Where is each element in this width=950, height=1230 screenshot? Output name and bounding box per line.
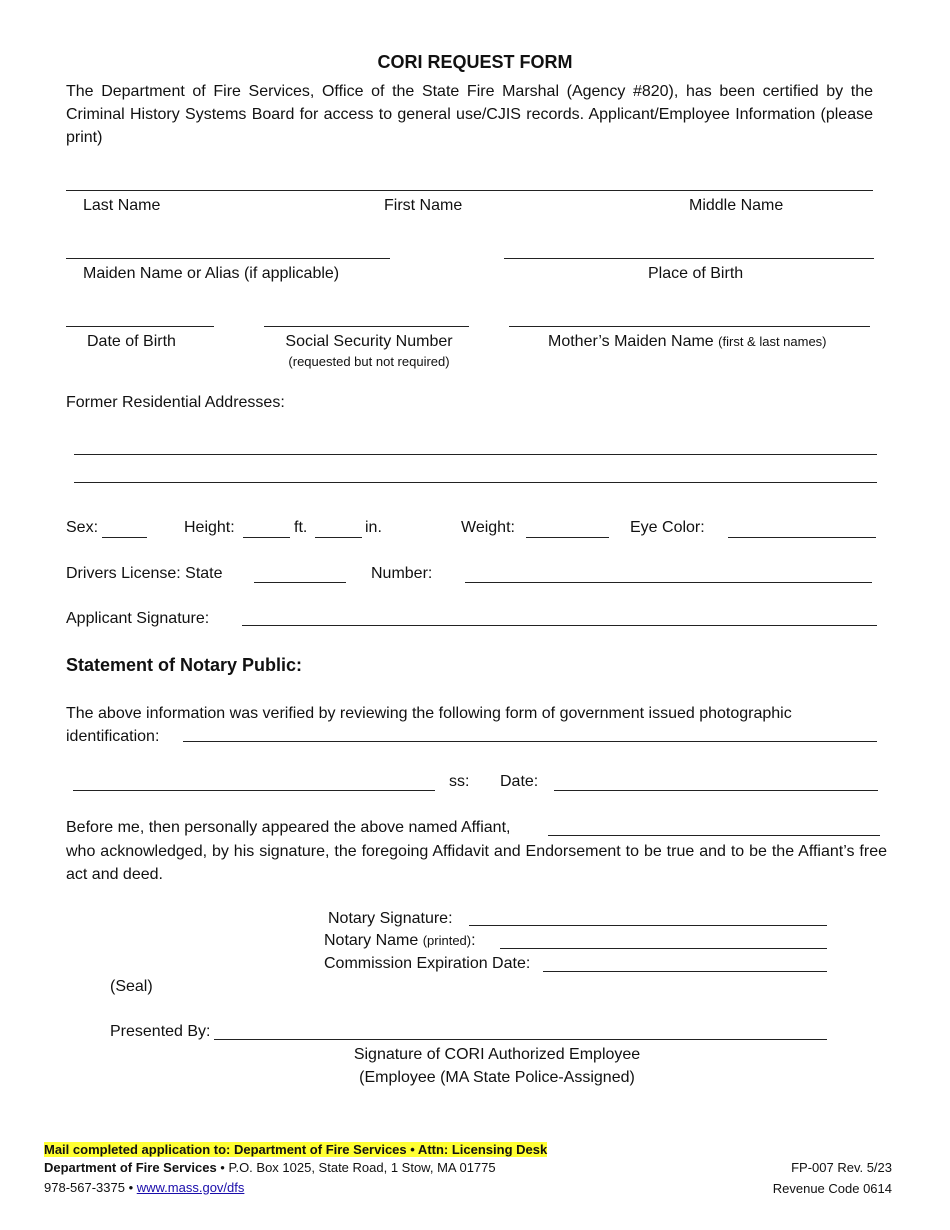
place-of-birth-line xyxy=(504,258,874,259)
form-number: FP-007 Rev. 5/23 xyxy=(791,1160,892,1175)
ft-label: ft. xyxy=(294,519,308,536)
affiant-line xyxy=(548,835,880,836)
first-name-field[interactable] xyxy=(350,170,590,190)
affiant-field[interactable] xyxy=(548,815,880,835)
venue-field[interactable] xyxy=(73,770,435,790)
mother-maiden-field[interactable] xyxy=(509,306,870,326)
revenue-code: Revenue Code 0614 xyxy=(772,1181,892,1196)
intro-paragraph: The Department of Fire Services, Office of the State Fire Marshal (Agency #820), has been certified by the Criminal History Systems Board for access to general use/CJIS records. Applicant/Employee Information (please print) xyxy=(66,83,873,146)
eye-color-line xyxy=(728,537,876,538)
footer-contact xyxy=(44,1178,244,1198)
affiant-lead: Before me, then personally appeared the above named Affiant, xyxy=(66,819,511,836)
mother-maiden-text: Mother’s Maiden Name xyxy=(548,333,714,350)
verification-text: The above information was verified by reviewing the following form of government issued photographic xyxy=(66,705,792,722)
ssn-label: Social Security Number xyxy=(285,333,453,350)
commission-line xyxy=(543,971,827,972)
height-in-field[interactable] xyxy=(315,517,362,537)
affiant-text: who acknowledged, by his signature, the foregoing Affidavit and Endorsement to be true and to be the Affiant’s free act and deed. xyxy=(66,843,887,883)
notary-name-note: (printed) xyxy=(422,933,472,948)
in-label: in. xyxy=(365,519,382,536)
dob-field[interactable] xyxy=(66,306,214,326)
page-title: CORI REQUEST FORM xyxy=(377,52,573,72)
notary-name-line xyxy=(500,948,827,949)
footer-address-text: • P.O. Box 1025, State Road, 1 Stow, MA 01775 xyxy=(216,1160,496,1175)
dl-state-line xyxy=(254,582,346,583)
weight-field[interactable] xyxy=(526,517,609,537)
address-line-1 xyxy=(74,454,877,455)
address-field-2[interactable] xyxy=(74,462,877,482)
address-field-1[interactable] xyxy=(74,434,877,454)
ssn-note: (requested but not required) xyxy=(288,354,450,369)
presented-by-line xyxy=(214,1039,827,1040)
footer-dept-name: Department of Fire Services xyxy=(44,1160,217,1175)
notary-signature-label: Notary Signature: xyxy=(328,910,453,927)
identification-label: identification: xyxy=(66,728,160,745)
first-name-label: First Name xyxy=(384,197,463,214)
mother-maiden-line xyxy=(509,326,870,327)
ss-label: ss: xyxy=(449,773,470,790)
date-line xyxy=(554,790,878,791)
dob-label: Date of Birth xyxy=(87,333,176,350)
date-label: Date: xyxy=(500,773,539,790)
maiden-name-label: Maiden Name or Alias (if applicable) xyxy=(83,265,340,282)
ssn-line xyxy=(264,326,469,327)
presented-by-label: Presented By: xyxy=(110,1023,211,1040)
presented-by-field[interactable] xyxy=(214,1019,827,1039)
place-of-birth-field[interactable] xyxy=(504,238,874,258)
name-line xyxy=(66,190,873,191)
height-ft-field[interactable] xyxy=(243,517,290,537)
notary-name-colon: : xyxy=(471,932,476,949)
sex-label: Sex: xyxy=(66,519,99,536)
dob-line xyxy=(66,326,214,327)
dl-state-field[interactable] xyxy=(254,562,346,582)
identification-line xyxy=(183,741,877,742)
weight-label: Weight: xyxy=(461,519,515,536)
eye-color-label: Eye Color: xyxy=(630,519,705,536)
cori-signature-caption-2: (Employee (MA State Police-Assigned) xyxy=(359,1069,635,1086)
former-addresses-label: Former Residential Addresses: xyxy=(66,394,285,411)
height-in-line xyxy=(315,537,362,538)
mail-notice xyxy=(44,1140,547,1160)
footer-address xyxy=(44,1158,496,1178)
mother-maiden-label xyxy=(548,332,827,352)
applicant-signature-line xyxy=(242,625,877,626)
applicant-signature-label: Applicant Signature: xyxy=(66,610,210,627)
address-line-2 xyxy=(74,482,877,483)
dl-number-line xyxy=(465,582,872,583)
height-ft-line xyxy=(243,537,290,538)
drivers-license-label: Drivers License: State xyxy=(66,565,223,582)
applicant-signature-field[interactable] xyxy=(242,605,877,625)
date-field[interactable] xyxy=(554,770,878,790)
place-of-birth-label: Place of Birth xyxy=(648,265,744,282)
commission-field[interactable] xyxy=(543,951,827,971)
notary-name-field[interactable] xyxy=(500,928,827,948)
mother-maiden-note: (first & last names) xyxy=(718,334,827,349)
dl-number-label: Number: xyxy=(371,565,433,582)
last-name-field[interactable] xyxy=(66,170,346,190)
weight-line xyxy=(526,537,609,538)
ssn-field[interactable] xyxy=(264,306,469,326)
middle-name-field[interactable] xyxy=(600,170,873,190)
notary-heading: Statement of Notary Public: xyxy=(66,655,303,675)
identification-field[interactable] xyxy=(183,721,877,741)
notary-name-text: Notary Name xyxy=(324,932,419,949)
notary-signature-line xyxy=(469,925,827,926)
notary-name-label xyxy=(324,931,476,951)
sex-line xyxy=(102,537,147,538)
last-name-label: Last Name xyxy=(83,197,161,214)
mail-notice-text: Mail completed application to: Department of Fire Services • Attn: Licensing Desk xyxy=(44,1142,548,1157)
dl-number-field[interactable] xyxy=(465,562,872,582)
seal-label: (Seal) xyxy=(110,978,153,995)
cori-signature-caption: Signature of CORI Authorized Employee xyxy=(353,1046,641,1063)
notary-signature-field[interactable] xyxy=(469,905,827,925)
venue-line xyxy=(73,790,435,791)
middle-name-label: Middle Name xyxy=(689,197,784,214)
height-label: Height: xyxy=(184,519,235,536)
footer-phone: 978-567-3375 • xyxy=(44,1180,137,1195)
commission-label: Commission Expiration Date: xyxy=(324,955,531,972)
eye-color-field[interactable] xyxy=(728,517,876,537)
maiden-name-field[interactable] xyxy=(66,238,390,258)
maiden-name-line xyxy=(66,258,390,259)
sex-field[interactable] xyxy=(102,517,147,537)
footer-website-link[interactable]: www.mass.gov/dfs xyxy=(136,1180,245,1195)
